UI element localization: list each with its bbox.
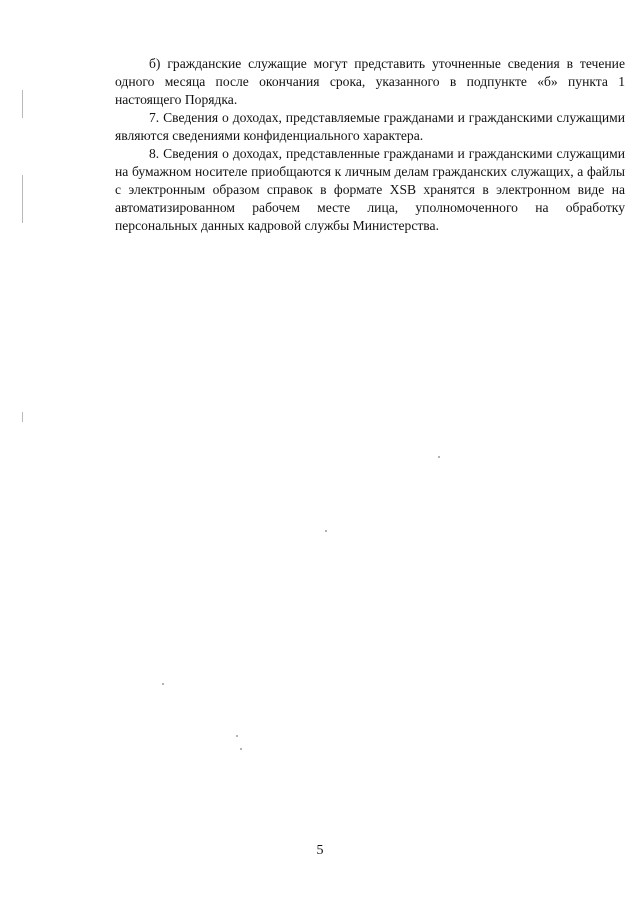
paragraph-6b: б) гражданские служащие могут представить уточненные сведения в течение одного месяца после окончания срока, указанного в подпункте «б» пункта 1 настоящего Порядка. <box>115 56 625 107</box>
scan-artifact-left-3 <box>22 412 23 422</box>
scan-speck-1 <box>438 456 440 458</box>
scan-speck-3 <box>162 683 164 685</box>
scan-speck-5 <box>240 748 242 750</box>
body-text <box>115 55 625 235</box>
paragraph-8: 8. Сведения о доходах, представленные гражданами и гражданскими служащими на бумажном носителе приобщаются к личным делам гражданских служащих, а файлы с электронным образом справок в формате XSB хранятся в электронном виде на автоматизированном рабочем месте лица, уполномоченного на обработку персональных данных кадровой службы Министерства. <box>115 146 625 233</box>
scan-speck-4 <box>236 735 238 737</box>
page-number: 5 <box>316 843 324 858</box>
scan-artifact-left-1 <box>22 90 23 118</box>
scan-speck-2 <box>325 530 327 532</box>
scan-artifact-left-2 <box>22 175 23 223</box>
paragraph-7: 7. Сведения о доходах, представляемые гражданами и гражданскими служащими являются сведениями конфиденциального характера. <box>115 110 625 143</box>
